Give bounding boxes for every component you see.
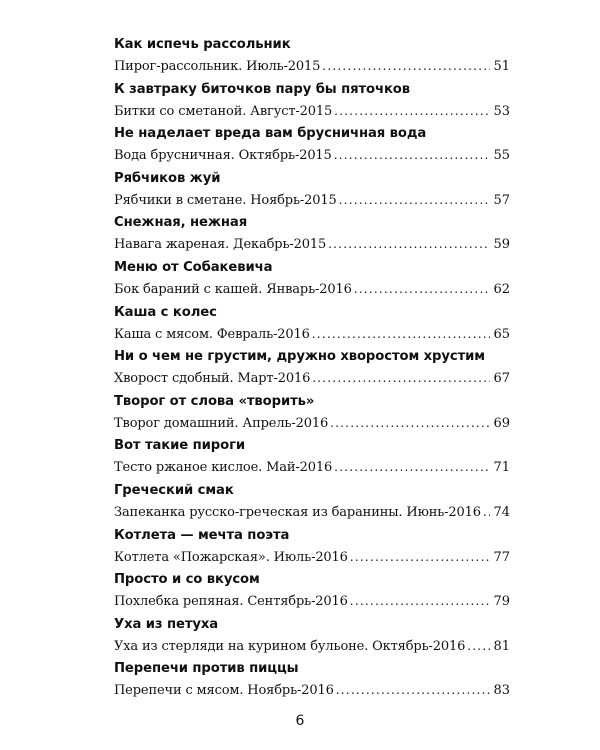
toc-entry-title: Каша с колес [114, 304, 217, 320]
toc-entry-subtitle: Каша с мясом. Февраль-2016 [114, 326, 310, 342]
toc-entry-page: 69 [493, 415, 510, 431]
toc-entry-title: К завтраку биточков пару бы пяточков [114, 81, 411, 97]
toc-entry-page: 62 [493, 281, 510, 297]
toc-entry-page: 53 [493, 103, 510, 119]
toc-entry-page: 57 [493, 192, 510, 208]
dot-leader [312, 324, 491, 345]
toc-entry [114, 124, 510, 169]
toc-entry-page: 77 [493, 549, 510, 565]
toc-entry-line[interactable] [114, 101, 510, 122]
dot-leader [334, 101, 490, 122]
toc-entry-line[interactable] [114, 680, 510, 701]
dot-leader [334, 457, 490, 478]
toc-entry-title: Котлета — мечта поэта [114, 527, 290, 543]
toc-entry-subtitle: Котлета «Пожарская». Июль-2016 [114, 549, 348, 565]
toc-entry-line[interactable] [114, 56, 510, 77]
toc-entry-title: Уха из петуха [114, 616, 219, 632]
dot-leader [336, 680, 491, 701]
toc-entry-line[interactable] [114, 502, 510, 523]
toc-entry-title: Снежная, нежная [114, 215, 248, 231]
toc-entry-subtitle: Вода брусничная. Октябрь-2015 [114, 148, 332, 164]
toc-entry-subtitle: Бок бараний с кашей. Январь-2016 [114, 281, 352, 297]
dot-leader [467, 636, 490, 657]
toc-entry [114, 169, 510, 214]
toc-entry [114, 80, 510, 125]
dot-leader [350, 547, 491, 568]
toc-entry [114, 570, 510, 615]
dot-leader [312, 368, 490, 389]
toc-entry-page: 51 [493, 59, 510, 74]
toc-entry-title: Не наделает вреда вам брусничная вода [114, 126, 427, 142]
toc-entry-page: 71 [493, 460, 510, 476]
toc-entry-subtitle: Битки со сметаной. Август-2015 [114, 103, 333, 119]
toc-entry-title: Рябчиков жуй [114, 170, 221, 186]
toc-entry-page: 79 [493, 594, 510, 610]
dot-leader [328, 234, 490, 255]
toc-entry [114, 436, 510, 481]
toc-entry-page: 67 [493, 371, 510, 387]
toc-entry-page: 59 [493, 237, 510, 253]
dot-leader [339, 190, 491, 211]
toc-entry-page: 74 [493, 504, 510, 520]
toc-entry-line[interactable] [114, 279, 510, 300]
toc-entry-title: Меню от Собакевича [114, 259, 273, 275]
dot-leader [334, 145, 491, 166]
toc-entry [114, 481, 510, 526]
toc-entry [114, 347, 510, 392]
toc-entry-title: Греческий смак [114, 482, 234, 498]
dot-leader [330, 413, 490, 434]
toc-entry-subtitle: Хворост сдобный. Март-2016 [114, 371, 311, 387]
toc-entry-title: Перепечи против пиццы [114, 661, 299, 677]
toc-entry-subtitle: Похлебка репяная. Сентябрь-2016 [114, 594, 348, 610]
toc-entry-title: Ни о чем не грустим, дружно хворостом хрустим [114, 349, 485, 365]
toc-entry-line[interactable] [114, 145, 510, 166]
toc-entry-page: 55 [493, 148, 510, 164]
toc-entry-page: 65 [493, 326, 510, 342]
toc-entry-line[interactable] [114, 190, 510, 211]
toc-entry-line[interactable] [114, 234, 510, 255]
toc-entry [114, 526, 510, 571]
toc-entry [114, 213, 510, 258]
dot-leader [483, 502, 491, 523]
toc-entry-page: 81 [493, 638, 510, 654]
toc-entry-line[interactable] [114, 547, 510, 568]
page-number: 6 [295, 713, 305, 729]
toc-entry-subtitle: Тесто ржаное кислое. Май-2016 [114, 460, 333, 476]
toc-entry-title: Творог от слова «творить» [114, 393, 315, 409]
toc-entry-line[interactable] [114, 636, 510, 657]
toc-entry [114, 615, 510, 660]
toc-entry-line[interactable] [114, 413, 510, 434]
toc-entry-subtitle: Запеканка русско-греческая из баранины. Июнь-2016 [114, 504, 481, 520]
toc-entry-subtitle: Пирог-рассольник. Июль-2015 [114, 59, 321, 74]
toc-entry-title: Вот такие пироги [114, 438, 245, 454]
toc-entry-title: Как испечь рассольник [114, 37, 291, 52]
dot-leader [350, 591, 491, 612]
dot-leader [354, 279, 491, 300]
table-of-contents [114, 35, 510, 704]
toc-entry [114, 392, 510, 437]
toc-entry [114, 258, 510, 303]
toc-entry-subtitle: Навага жареная. Декабрь-2015 [114, 237, 327, 253]
toc-entry-page: 83 [493, 683, 510, 699]
toc-entry-line[interactable] [114, 457, 510, 478]
toc-entry-subtitle: Рябчики в сметане. Ноябрь-2015 [114, 192, 337, 208]
toc-entry-line[interactable] [114, 368, 510, 389]
toc-entry-subtitle: Перепечи с мясом. Ноябрь-2016 [114, 683, 334, 699]
toc-entry-title: Просто и со вкусом [114, 572, 260, 588]
toc-entry-subtitle: Творог домашний. Апрель-2016 [114, 415, 329, 431]
toc-entry-line[interactable] [114, 591, 510, 612]
toc-entry [114, 303, 510, 348]
toc-entry-line[interactable] [114, 324, 510, 345]
toc-entry-subtitle: Уха из стерляди на курином бульоне. Октябрь-2016 [114, 638, 466, 654]
toc-entry [114, 35, 510, 80]
dot-leader [322, 56, 490, 77]
toc-entry [114, 659, 510, 704]
